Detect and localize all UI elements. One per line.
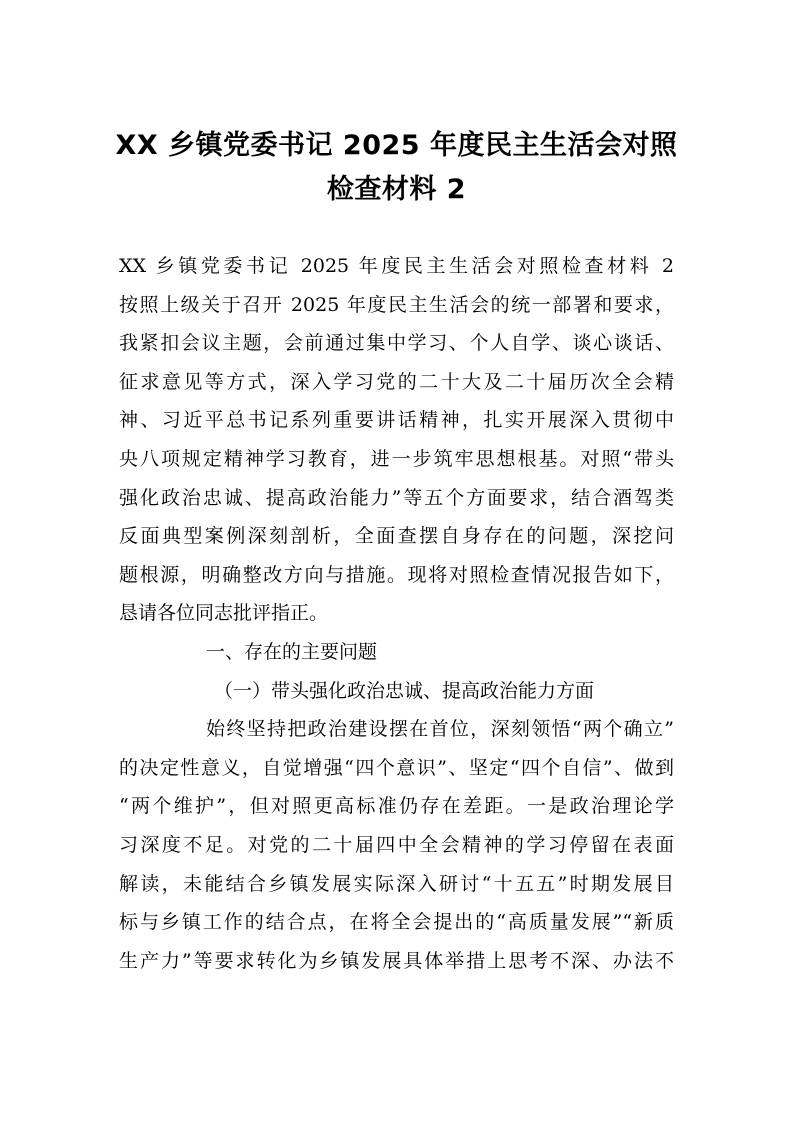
title-line-2: 检查材料 2 — [326, 174, 467, 205]
body-line: “两个维护”，但对照更高标准仍存在差距。一是政治理论学 — [119, 795, 674, 818]
intro-line: XX 乡镇党委书记 2025 年度民主生活会对照检查材料 2 — [119, 255, 674, 277]
body-line: 始终坚持把政治建设摆在首位，深刻领悟“两个确立” — [206, 718, 674, 741]
intro-line: 强化政治忠诚、提高政治能力”等五个方面要求，结合酒驾类 — [119, 486, 674, 509]
body-line: 习深度不足。对党的二十届四中全会精神的学习停留在表面 — [119, 833, 674, 856]
document-body — [119, 247, 674, 980]
intro-line: 按照上级关于召开 2025 年度民主生活会的统一部署和要求， — [119, 293, 674, 316]
intro-line: 央八项规定精神学习教育，进一步筑牢思想根基。对照“带头 — [119, 447, 674, 470]
section-heading: 一、存在的主要问题 — [206, 640, 378, 663]
body-line: 解读，未能结合乡镇发展实际深入研讨“十五五”时期发展目 — [119, 872, 674, 895]
title-line-1: XX 乡镇党委书记 2025 年度民主生活会对照 — [115, 130, 678, 161]
intro-line: 反面典型案例深刻剖析，全面查摆自身存在的问题，深挖问 — [119, 525, 674, 548]
intro-line: 我紧扣会议主题，会前通过集中学习、个人自学、谈心谈话、 — [119, 332, 674, 355]
subsection-paragraph — [119, 710, 674, 980]
intro-line: 神、习近平总书记系列重要讲话精神，扎实开展深入贯彻中 — [119, 409, 674, 432]
intro-line: 征求意见等方式，深入学习党的二十大及二十届历次全会精 — [119, 370, 674, 393]
intro-line: 题根源，明确整改方向与措施。现将对照检查情况报告如下， — [119, 563, 674, 586]
body-line: 标与乡镇工作的结合点，在将全会提出的“高质量发展”“新质 — [119, 911, 674, 934]
document-title — [100, 124, 693, 212]
body-line: 生产力”等要求转化为乡镇发展具体举措上思考不深、办法不 — [119, 949, 674, 972]
subsection-heading: （一）带头强化政治忠诚、提高政治能力方面 — [214, 679, 595, 702]
intro-line: 恳请各位同志批评指正。 — [119, 602, 329, 625]
body-line: 的决定性意义，自觉增强“四个意识”、坚定“四个自信”、做到 — [119, 756, 674, 779]
intro-paragraph — [119, 247, 674, 633]
